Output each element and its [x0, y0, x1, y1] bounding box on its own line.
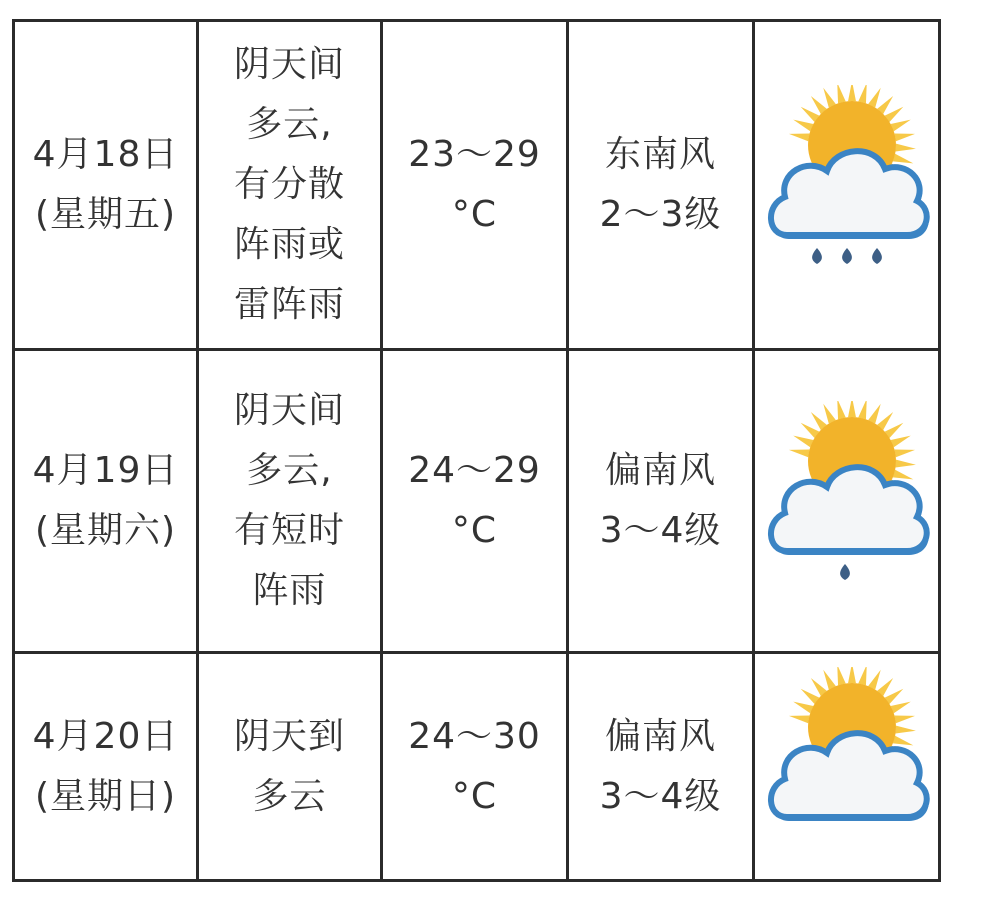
- partly-cloudy-icon: [757, 667, 937, 867]
- temperature-unit: °C: [451, 194, 498, 235]
- date-cell: [14, 350, 198, 653]
- weekday-text: (星期五): [34, 194, 177, 235]
- date-cell: [14, 21, 198, 350]
- weather-line: 多云: [252, 775, 327, 817]
- weather-description-cell: [198, 350, 382, 653]
- weather-line: 有分散: [233, 164, 345, 205]
- temperature-range: 24～29: [408, 450, 541, 491]
- cloud-shape: [770, 467, 926, 551]
- wind-cell: [568, 350, 754, 653]
- temperature-range: 23～29: [408, 134, 541, 175]
- partly-cloudy-light-shower-icon: [757, 401, 937, 601]
- date-text: 4月19日: [32, 450, 179, 491]
- weather-line: 多云,: [246, 450, 333, 491]
- wind-direction: 偏南风: [604, 450, 716, 491]
- partly-cloudy-scattered-showers-icon: [757, 85, 937, 285]
- weather-line: 多云,: [246, 104, 333, 145]
- table-row: [14, 350, 940, 653]
- weather-icon-cell: [754, 350, 940, 653]
- weather-line: 阴天到: [233, 715, 345, 757]
- table-row: [14, 21, 940, 350]
- weather-icon-cell: [754, 653, 940, 881]
- wind-direction: 偏南风: [604, 715, 716, 757]
- date-cell: [14, 653, 198, 881]
- wind-level: 3～4级: [599, 510, 722, 551]
- temperature-unit: °C: [451, 510, 498, 551]
- weather-line: 阴天间: [233, 390, 345, 431]
- wind-cell: [568, 653, 754, 881]
- weekday-text: (星期六): [34, 510, 177, 551]
- wind-level: 3～4级: [599, 775, 722, 817]
- weather-line: 有短时: [233, 510, 345, 551]
- weather-line: 雷阵雨: [233, 284, 345, 325]
- weather-line: 阵雨或: [233, 224, 345, 265]
- weather-forecast-table: [12, 19, 941, 882]
- weather-description-cell: [198, 21, 382, 350]
- temperature-unit: °C: [451, 775, 498, 817]
- temperature-cell: [382, 21, 568, 350]
- cloud-shape: [770, 151, 926, 235]
- date-text: 4月18日: [32, 134, 179, 175]
- wind-direction: 东南风: [604, 134, 716, 175]
- temperature-cell: [382, 653, 568, 881]
- rain-drop-icon: [812, 248, 822, 264]
- temperature-range: 24～30: [408, 715, 541, 757]
- rain-drop-icon: [842, 248, 852, 264]
- weather-line: 阵雨: [252, 570, 327, 611]
- wind-level: 2～3级: [599, 194, 722, 235]
- rain-drop-icon: [872, 248, 882, 264]
- weekday-text: (星期日): [34, 775, 177, 817]
- weather-description-cell: [198, 653, 382, 881]
- weather-line: 阴天间: [233, 44, 345, 85]
- temperature-cell: [382, 350, 568, 653]
- weather-icon-cell: [754, 21, 940, 350]
- rain-drop-icon: [840, 564, 850, 580]
- wind-cell: [568, 21, 754, 350]
- table-row: [14, 653, 940, 881]
- date-text: 4月20日: [32, 715, 179, 757]
- cloud-shape: [770, 733, 926, 817]
